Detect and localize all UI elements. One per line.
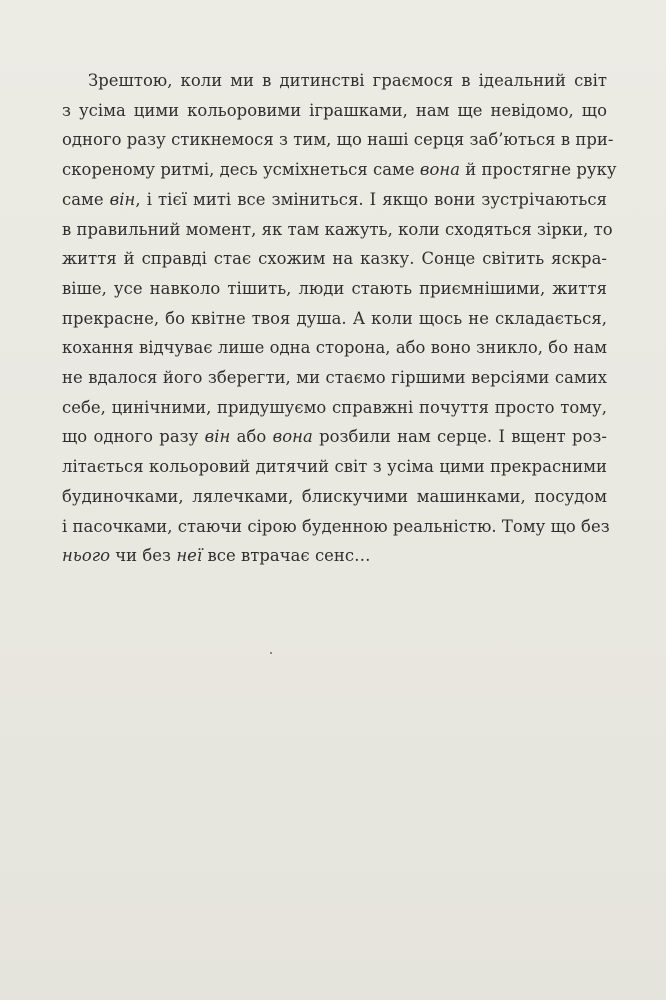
text-run: будиночками, лялечками, блискучими машинками, посудом [62, 486, 607, 506]
text-line [62, 452, 607, 482]
text-line [62, 304, 607, 334]
text-line [62, 244, 607, 274]
italic-word: неї [176, 546, 203, 566]
text-line [62, 482, 607, 512]
text-run: й простягне руку [460, 160, 617, 180]
text-line [62, 363, 607, 393]
italic-word: нього [62, 546, 110, 566]
text-run: чи без [110, 546, 177, 566]
text-line [62, 66, 607, 96]
text-run: з усіма цими кольоровими іграшками, нам ще невідомо, що [62, 100, 607, 120]
text-run: віше, усе навколо тішить, люди стають приємнішими, життя [62, 278, 607, 298]
text-run: і пасочками, стаючи сірою буденною реальністю. Тому що без [62, 516, 610, 536]
text-run: розбили нам серце. І вщент роз- [312, 427, 608, 447]
text-run: літається кольоровий дитячий світ з усіма цими прекрасними [62, 457, 607, 477]
text-line [62, 512, 610, 542]
text-run: або [230, 427, 273, 447]
text-run: життя й справді стає схожим на казку. Сонце світить яскра- [62, 249, 607, 269]
italic-word: вона [272, 427, 313, 447]
text-run: прекрасне, бо квітне твоя душа. А коли щось не складається, [62, 308, 607, 328]
text-run: скореному ритмі, десь усміхнеться саме [62, 160, 420, 180]
text-line [62, 541, 607, 571]
text-line [62, 393, 607, 423]
text-line [62, 215, 613, 245]
text-run: в правильний момент, як там кажуть, коли сходяться зірки, то [62, 219, 613, 239]
italic-word: вона [419, 160, 461, 180]
text-run: Зрештою, коли ми в дитинстві граємося в ідеальний світ [88, 71, 607, 90]
text-line [62, 155, 617, 185]
text-run: що одного разу [62, 427, 205, 447]
text-run: саме [62, 189, 110, 209]
text-run: все втрачає сенс… [202, 546, 371, 566]
text-run: себе, цинічними, придушуємо справжні почуття просто тому, [62, 397, 607, 417]
text-line [62, 333, 607, 363]
text-line [62, 274, 607, 304]
text-run: не вдалося його зберегти, ми стаємо гіршими версіями самих [62, 368, 607, 388]
text-line [62, 96, 607, 126]
text-run: одного разу стикнемося з тим, що наші серця заб’ються в при- [62, 130, 614, 150]
text-line [62, 422, 607, 452]
body-paragraph [62, 66, 617, 571]
italic-word: він [204, 427, 231, 447]
text-run: кохання відчуває лише одна сторона, або воно зникло, бо нам [62, 338, 607, 358]
page-speck [270, 652, 272, 654]
text-run: , і тієї миті все зміниться. І якщо вони зустрічаються [135, 189, 607, 209]
text-line [62, 125, 614, 155]
text-line [62, 185, 607, 215]
italic-word: він [109, 189, 136, 209]
